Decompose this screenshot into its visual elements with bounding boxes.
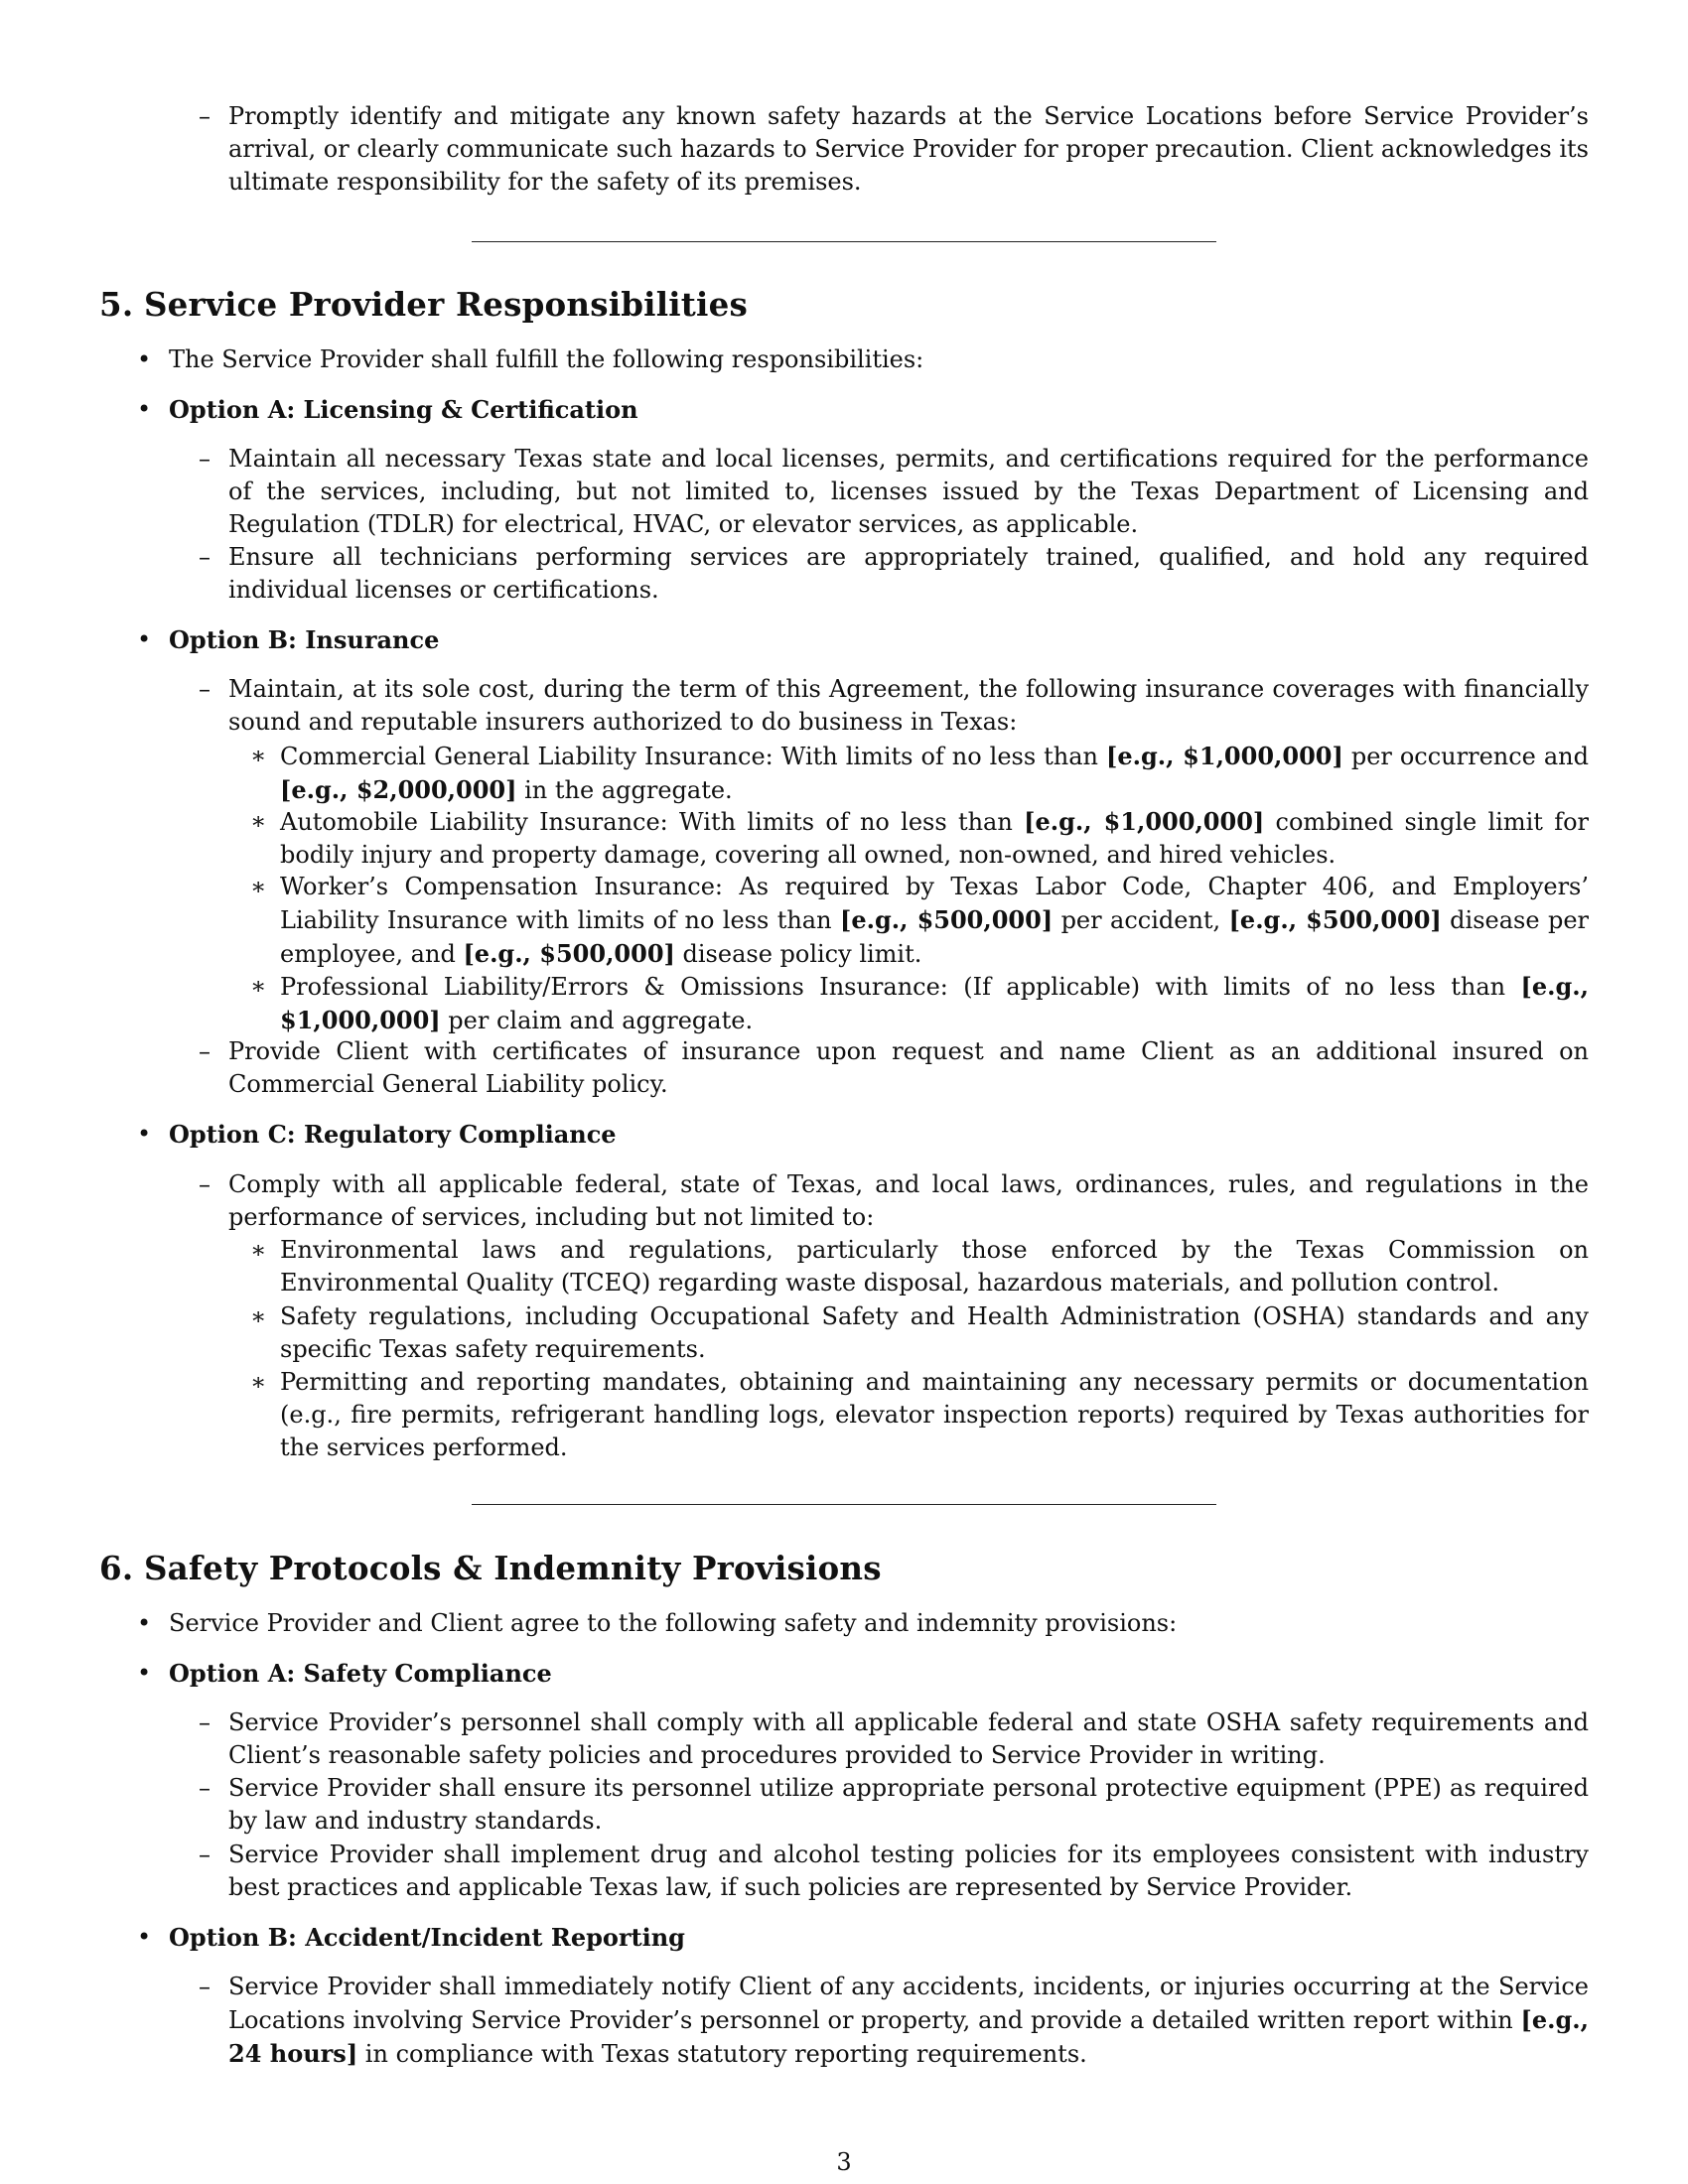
option-heading: Option B: Accident/Incident Reporting [169, 1923, 685, 1952]
bullet-marker: • [137, 1120, 152, 1148]
insurance-item-cgl: Commercial General Liability Insurance: With limits of no less than [e.g., $1,000,000] per occurrence and [e.g., $2,000,000] in the aggregate. [280, 742, 1589, 804]
section-divider [472, 1504, 1216, 1505]
option-heading: Option B: Insurance [169, 625, 440, 654]
bullet-marker: • [137, 395, 152, 423]
dash-marker: – [199, 1973, 211, 2000]
star-marker: ∗ [250, 972, 267, 1000]
reporting-deadline: [e.g., 24 hours] [228, 2005, 1589, 2068]
bullet-marker: • [137, 1659, 152, 1687]
section-title: Service Provider Responsibilities [144, 285, 748, 324]
list-item: Service Provider shall ensure its personnel utilize appropriate personal protective equipment (PPE) as required by law and industry standards. [228, 1774, 1589, 1835]
list-item: Maintain, at its sole cost, during the term of this Agreement, the following insurance coverages with financially sound and reputable insurers authorized to do business in Texas: [228, 675, 1589, 736]
insurance-item-auto: Automobile Liability Insurance: With limits of no less than [e.g., $1,000,000] combined single limit for bodily injury and property damage, covering all owned, non-owned, and hired vehicles. [280, 807, 1590, 869]
insurance-item-professional: Professional Liability/Errors & Omissions Insurance: (If applicable) with limits of no less than [e.g., $1,000,000] per claim and aggregate. [280, 972, 1589, 1034]
list-item: Comply with all applicable federal, state of Texas, and local laws, ordinances, rules, and regulations in the performance of services, including but not limited to: [228, 1170, 1589, 1231]
bullet-marker: • [137, 1609, 152, 1637]
list-item: Service Provider shall immediately notify Client of any accidents, incidents, or injuries occurring at the Service Locations involving Service Provider’s personnel or property, and provide a detailed written report within [e.g., 24 hours] in compliance with Texas statutory reporting requirements. [228, 1973, 1589, 2068]
dash-marker: – [199, 102, 211, 130]
section-title: Safety Protocols & Indemnity Provisions [144, 1549, 882, 1587]
page-number: 3 [836, 2148, 852, 2176]
dash-marker: – [199, 1037, 211, 1065]
insurance-item-workers-comp: Worker’s Compensation Insurance: As required by Texas Labor Code, Chapter 406, and Employers’ Liability Insurance with limits of no less than [e.g., $500,000] per accident, [e.g., $500,000] disease per employee, and [e.g., $500,000] disease policy limit. [280, 873, 1590, 968]
list-item: Service Provider’s personnel shall comply with all applicable federal and state OSHA safety requirements and Client’s reasonable safety policies and procedures provided to Service Provider in writing. [228, 1708, 1589, 1769]
list-item: Provide Client with certificates of insurance upon request and name Client as an additional insured on Commercial General Liability policy. [228, 1037, 1589, 1098]
star-marker: ∗ [250, 1236, 267, 1264]
dash-marker: – [199, 445, 211, 473]
sub-list-item: Permitting and reporting mandates, obtaining and maintaining any necessary permits or documentation (e.g., fire permits, refrigerant handling logs, elevator inspection reports) required by Texas authorities for the services performed. [280, 1368, 1589, 1461]
dash-marker: – [199, 1774, 211, 1802]
dash-marker: – [199, 1841, 211, 1868]
list-item: Ensure all technicians performing services are appropriately trained, qualified, and hold any required individual licenses or certifications. [228, 543, 1589, 604]
option-heading: Option C: Regulatory Compliance [169, 1120, 617, 1149]
sub-list-item: Environmental laws and regulations, particularly those enforced by the Texas Commission on Environmental Quality (TCEQ) regarding waste disposal, hazardous materials, and pollution control. [280, 1236, 1589, 1297]
section-divider [472, 241, 1216, 242]
bullet-marker: • [137, 1923, 152, 1951]
limit-value: [e.g., $500,000] [839, 905, 1054, 934]
bullet-marker: • [137, 625, 152, 653]
section-5-heading [99, 285, 748, 324]
dash-marker: – [199, 1170, 211, 1198]
limit-value: [e.g., $500,000] [1228, 905, 1442, 934]
limit-value: [e.g., $2,000,000] [280, 775, 517, 804]
bullet-marker: • [137, 345, 152, 373]
star-marker: ∗ [250, 873, 267, 900]
limit-value: [e.g., $1,000,000] [1106, 742, 1343, 770]
star-marker: ∗ [250, 1368, 267, 1396]
option-heading: Option A: Safety Compliance [169, 1659, 552, 1688]
section-intro: Service Provider and Client agree to the following safety and indemnity provisions: [169, 1609, 1178, 1637]
section-intro: The Service Provider shall fulfill the following responsibilities: [169, 345, 924, 373]
section-number: 6. [99, 1549, 134, 1587]
limit-value: [e.g., $1,000,000] [280, 972, 1589, 1034]
star-marker: ∗ [250, 1302, 267, 1330]
sub-list-item: Safety regulations, including Occupational Safety and Health Administration (OSHA) standards and any specific Texas safety requirements. [280, 1302, 1589, 1363]
dash-marker: – [199, 675, 211, 703]
star-marker: ∗ [250, 807, 267, 835]
limit-value: [e.g., $1,000,000] [1024, 807, 1265, 836]
section-6-heading [99, 1549, 882, 1587]
list-item: Maintain all necessary Texas state and local licenses, permits, and certifications required for the performance of the services, including, but not limited to, licenses issued by the Texas Department of Licensing and Regulation (TDLR) for electrical, HVAC, or elevator services, as applicable. [228, 445, 1589, 538]
limit-value: [e.g., $500,000] [463, 939, 675, 968]
dash-marker: – [199, 1708, 211, 1736]
dash-marker: – [199, 543, 211, 571]
list-item: Service Provider shall implement drug and alcohol testing policies for its employees consistent with industry best practices and applicable Texas law, if such policies are represented by Service Provider. [228, 1841, 1589, 1901]
option-heading: Option A: Licensing & Certification [169, 395, 638, 424]
star-marker: ∗ [250, 742, 267, 769]
section-number: 5. [99, 285, 134, 324]
list-item: Promptly identify and mitigate any known safety hazards at the Service Locations before Service Provider’s arrival, or clearly communicate such hazards to Service Provider for proper precaution. Client acknowledges its ultimate responsibility for the safety of its premises. [228, 102, 1589, 196]
